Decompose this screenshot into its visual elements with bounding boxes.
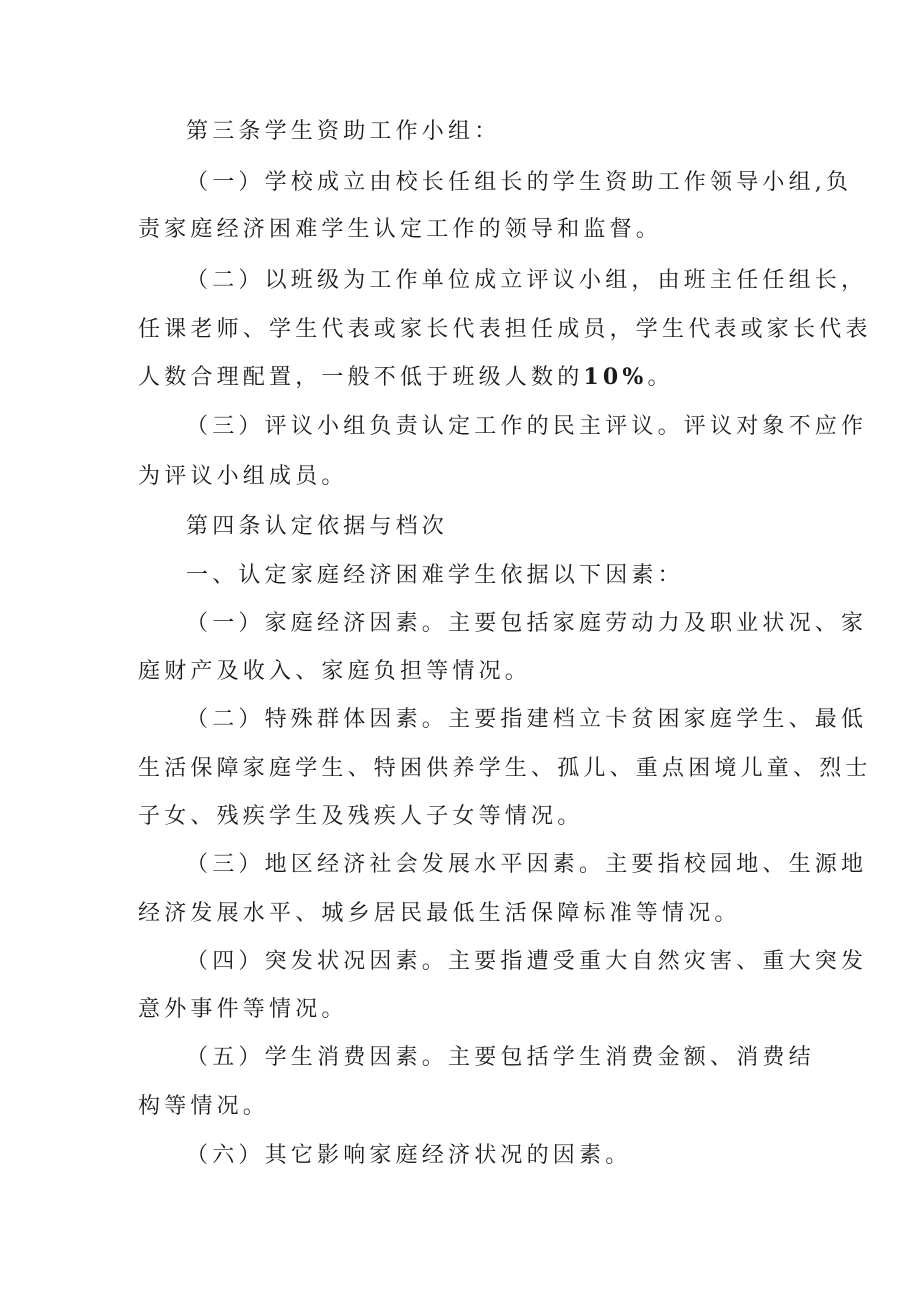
paragraph-line: （五）学生消费因素。主要包括学生消费金额、消费结	[186, 1045, 815, 1070]
article-4-heading: 第四条认定依据与档次	[186, 514, 449, 539]
paragraph-line: 为评议小组成员。	[138, 464, 348, 489]
article-3-heading: 第三条学生资助工作小组：	[186, 119, 501, 144]
paragraph-line: 子女、残疾学生及残疾人子女等情况。	[138, 804, 584, 829]
paragraph-line: 生活保障家庭学生、特困供养学生、孤儿、重点困境儿童、烈士	[138, 756, 872, 781]
paragraph-line: 意外事件等情况。	[138, 997, 348, 1022]
paragraph-line: （二）以班级为工作单位成立评议小组，由班主任任组长，	[186, 268, 868, 293]
paragraph-line: （四）突发状况因素。主要指遭受重大自然灾害、重大突发	[186, 949, 868, 974]
paragraph-line: （三）评议小组负责认定工作的民主评议。评议对象不应作	[186, 414, 868, 439]
paragraph-line: （一）学校成立由校长任组长的学生资助工作领导小组,负	[186, 170, 853, 195]
paragraph-line: （一）家庭经济因素。主要包括家庭劳动力及职业状况、家	[186, 611, 868, 636]
paragraph-line: 庭财产及收入、家庭负担等情况。	[138, 659, 532, 684]
paragraph-text: 人数合理配置，一般不低于班级人数的	[138, 365, 584, 390]
section-heading: 一、认定家庭经济困难学生依据以下因素：	[186, 563, 684, 588]
paragraph-line: 经济发展水平、城乡居民最低生活保障标准等情况。	[138, 901, 741, 926]
paragraph-line: （六）其它影响家庭经济状况的因素。	[186, 1143, 632, 1168]
paragraph-line: 任课老师、学生代表或家长代表担任成员，学生代表或家长代表	[138, 317, 872, 342]
paragraph-line: （二）特殊群体因素。主要指建档立卡贫困家庭学生、最低	[186, 707, 868, 732]
paragraph-line: 构等情况。	[138, 1094, 270, 1119]
paragraph-line	[138, 362, 674, 393]
percentage-value: 10%	[583, 364, 648, 390]
paragraph-punctuation: 。	[647, 365, 674, 390]
paragraph-line: （三）地区经济社会发展水平因素。主要指校园地、生源地	[186, 852, 868, 877]
paragraph-line: 责家庭经济困难学生认定工作的领导和监督。	[138, 217, 663, 242]
